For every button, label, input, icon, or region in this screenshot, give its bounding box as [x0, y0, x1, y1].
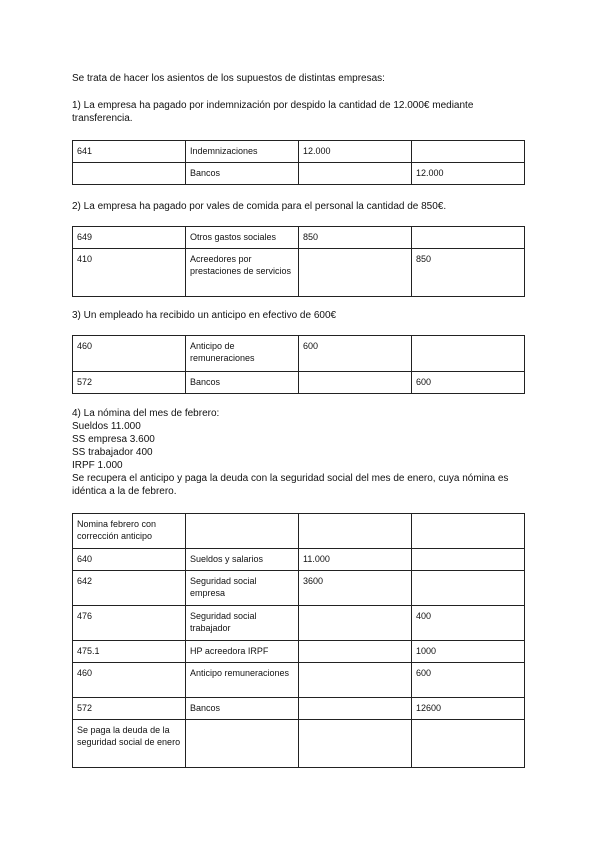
table-row [73, 514, 525, 549]
credit-cell: 400 [412, 606, 525, 641]
debit-cell: 600 [299, 336, 412, 372]
section-4-heading: 4) La nómina del mes de febrero: [72, 408, 220, 419]
credit-cell [412, 227, 525, 249]
account-code-cell: 642 [73, 571, 186, 606]
table-row [73, 336, 525, 372]
section-2-heading: 2) La empresa ha pagado por vales de comida para el personal la cantidad de 850€. [72, 201, 447, 212]
account-code-cell: 572 [73, 372, 186, 394]
credit-cell: 850 [412, 249, 525, 297]
debit-cell [299, 641, 412, 663]
salary-line: Sueldos 11.000 [72, 421, 141, 432]
ss-worker-line: SS trabajador 400 [72, 447, 153, 458]
section-1-table [72, 140, 525, 185]
debit-cell: 11.000 [299, 549, 412, 571]
account-code-cell: 410 [73, 249, 186, 297]
table-row [73, 372, 525, 394]
account-name-cell: Anticipo remuneraciones [186, 663, 299, 698]
table-row [73, 549, 525, 571]
debit-cell: 12.000 [299, 141, 412, 163]
account-code-cell: 641 [73, 141, 186, 163]
credit-cell [412, 514, 525, 549]
debit-cell [299, 163, 412, 185]
table-row [73, 141, 525, 163]
account-name-cell: Sueldos y salarios [186, 549, 299, 571]
account-name-cell [186, 720, 299, 768]
entry-label-cell: Nomina febrero con corrección anticipo [73, 514, 186, 549]
table-row [73, 698, 525, 720]
table-row [73, 227, 525, 249]
account-code-cell: 572 [73, 698, 186, 720]
credit-cell: 600 [412, 372, 525, 394]
intro-text: Se trata de hacer los asientos de los supuestos de distintas empresas: [72, 73, 385, 84]
credit-cell: 12600 [412, 698, 525, 720]
credit-cell: 1000 [412, 641, 525, 663]
table-row [73, 720, 525, 768]
debit-cell: 850 [299, 227, 412, 249]
account-code-cell: 475.1 [73, 641, 186, 663]
credit-cell [412, 549, 525, 571]
account-code-cell: 476 [73, 606, 186, 641]
debit-cell: 3600 [299, 571, 412, 606]
account-name-cell: Anticipo de remuneraciones [186, 336, 299, 372]
section-4-table [72, 513, 525, 768]
credit-cell [412, 336, 525, 372]
section-2-table [72, 226, 525, 297]
credit-cell [412, 141, 525, 163]
credit-cell: 600 [412, 663, 525, 698]
table-row [73, 663, 525, 698]
table-row [73, 249, 525, 297]
account-name-cell: HP acreedora IRPF [186, 641, 299, 663]
account-name-cell: Acreedores por prestaciones de servicios [186, 249, 299, 297]
account-name-cell: Bancos [186, 163, 299, 185]
debit-cell [299, 663, 412, 698]
account-code-cell [73, 163, 186, 185]
entry-label-cell: Se paga la deuda de la seguridad social de enero [73, 720, 186, 768]
table-row [73, 571, 525, 606]
account-code-cell: 460 [73, 336, 186, 372]
debit-cell [299, 249, 412, 297]
account-code-cell: 460 [73, 663, 186, 698]
section-3-table [72, 335, 525, 394]
debit-cell [299, 720, 412, 768]
table-row [73, 606, 525, 641]
account-name-cell: Bancos [186, 698, 299, 720]
account-code-cell: 640 [73, 549, 186, 571]
account-name-cell: Otros gastos sociales [186, 227, 299, 249]
table-row [73, 163, 525, 185]
account-name-cell [186, 514, 299, 549]
account-name-cell: Bancos [186, 372, 299, 394]
table-row [73, 641, 525, 663]
debit-cell [299, 514, 412, 549]
account-name-cell: Seguridad social empresa [186, 571, 299, 606]
account-name-cell: Seguridad social trabajador [186, 606, 299, 641]
section-1-heading: 1) La empresa ha pagado por indemnización por despido la cantidad de 12.000€ mediante transferencia. [72, 100, 474, 124]
irpf-line: IRPF 1.000 [72, 460, 123, 471]
debit-cell [299, 606, 412, 641]
credit-cell [412, 571, 525, 606]
section-4-note: Se recupera el anticipo y paga la deuda con la seguridad social del mes de enero, cuya nómina es idéntica a la de febrero. [72, 473, 509, 497]
credit-cell: 12.000 [412, 163, 525, 185]
account-code-cell: 649 [73, 227, 186, 249]
debit-cell [299, 698, 412, 720]
section-3-heading: 3) Un empleado ha recibido un anticipo en efectivo de 600€ [72, 310, 337, 321]
account-name-cell: Indemnizaciones [186, 141, 299, 163]
ss-company-line: SS empresa 3.600 [72, 434, 155, 445]
debit-cell [299, 372, 412, 394]
credit-cell [412, 720, 525, 768]
